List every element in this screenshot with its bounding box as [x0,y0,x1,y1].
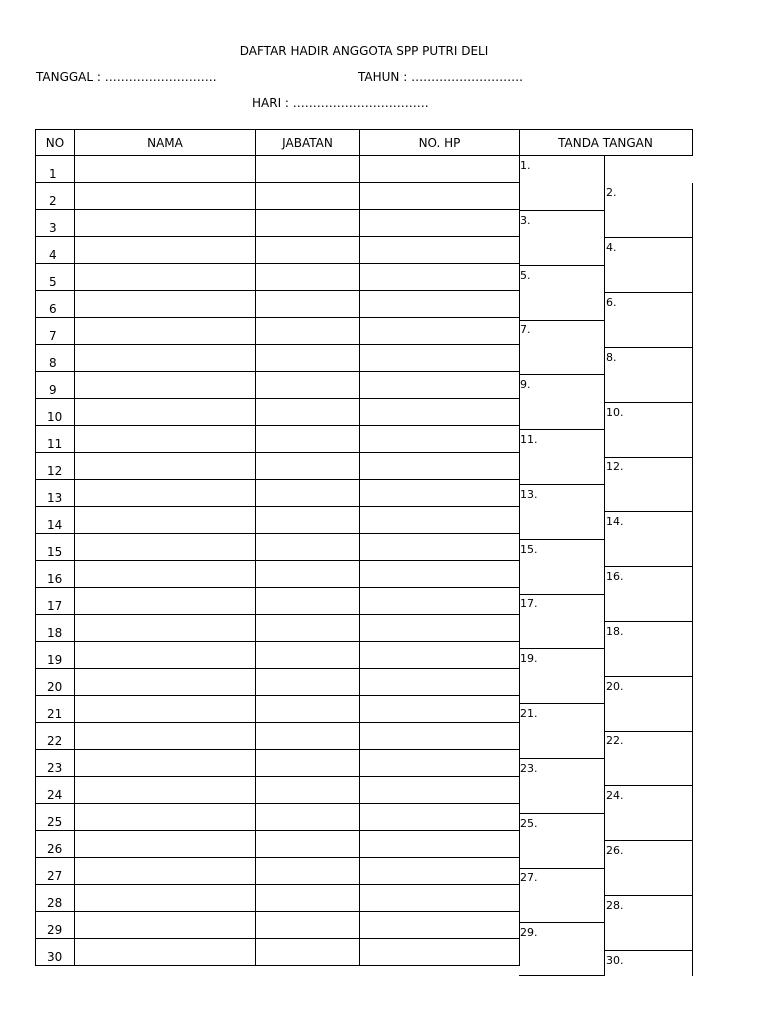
attendance-table [35,129,520,966]
row-number: 27 [36,858,75,885]
table-row [36,750,520,777]
signature-label: 5. [520,269,531,282]
signature-column [519,129,693,976]
row-number: 16 [36,561,75,588]
signature-label: 26. [606,844,624,857]
nama-cell[interactable] [75,507,256,534]
nama-cell[interactable] [75,318,256,345]
row-number: 9 [36,372,75,399]
table-row [36,318,520,345]
jabatan-cell[interactable] [256,858,360,885]
signature-cell[interactable] [519,211,605,266]
jabatan-cell[interactable] [256,345,360,372]
signature-cell[interactable] [605,622,693,677]
signature-label: 25. [520,817,538,830]
row-number: 28 [36,885,75,912]
nama-cell[interactable] [75,453,256,480]
signature-cell[interactable] [605,403,693,458]
table-row [36,264,520,291]
jabatan-cell[interactable] [256,237,360,264]
row-number: 13 [36,480,75,507]
signature-cell[interactable] [519,266,605,321]
row-number: 14 [36,507,75,534]
no-hp-cell[interactable] [360,885,520,912]
no-hp-cell[interactable] [360,372,520,399]
signature-label: 27. [520,871,538,884]
table-row [36,939,520,966]
nama-cell[interactable] [75,480,256,507]
table-row [36,345,520,372]
table-row [36,183,520,210]
nama-cell[interactable] [75,615,256,642]
row-number: 21 [36,696,75,723]
nama-cell[interactable] [75,696,256,723]
signature-cell[interactable] [519,923,605,976]
no-hp-cell[interactable] [360,588,520,615]
no-hp-cell[interactable] [360,534,520,561]
signature-cell[interactable] [605,567,693,622]
nama-cell[interactable] [75,750,256,777]
jabatan-cell[interactable] [256,399,360,426]
signature-label: 29. [520,926,538,939]
jabatan-cell[interactable] [256,453,360,480]
table-row [36,723,520,750]
jabatan-cell[interactable] [256,507,360,534]
row-number: 5 [36,264,75,291]
nama-cell[interactable] [75,183,256,210]
signature-cell[interactable] [605,512,693,567]
signature-label: 3. [520,214,531,227]
row-number: 18 [36,615,75,642]
table-row [36,615,520,642]
column-header-no: NO [36,130,75,156]
jabatan-cell[interactable] [256,426,360,453]
signature-label: 15. [520,543,538,556]
signature-label: 17. [520,597,538,610]
row-number: 2 [36,183,75,210]
nama-cell[interactable] [75,561,256,588]
no-hp-cell[interactable] [360,777,520,804]
no-hp-cell[interactable] [360,750,520,777]
jabatan-cell[interactable] [256,588,360,615]
table-row [36,831,520,858]
table-row [36,669,520,696]
no-hp-cell[interactable] [360,831,520,858]
jabatan-cell[interactable] [256,669,360,696]
no-hp-cell[interactable] [360,561,520,588]
signature-cell[interactable] [605,896,693,951]
row-number: 1 [36,156,75,183]
jabatan-cell[interactable] [256,804,360,831]
signature-label: 13. [520,488,538,501]
signature-cell[interactable] [605,731,693,786]
table-row [36,507,520,534]
row-number: 6 [36,291,75,318]
row-number: 20 [36,669,75,696]
nama-cell[interactable] [75,723,256,750]
nama-cell[interactable] [75,291,256,318]
table-row [36,291,520,318]
nama-cell[interactable] [75,669,256,696]
nama-cell[interactable] [75,156,256,183]
table-row [36,372,520,399]
jabatan-cell[interactable] [256,156,360,183]
row-number: 30 [36,939,75,966]
row-number: 23 [36,750,75,777]
nama-cell[interactable] [75,426,256,453]
signature-cell[interactable] [605,841,693,896]
row-number: 25 [36,804,75,831]
no-hp-cell[interactable] [360,615,520,642]
jabatan-cell[interactable] [256,561,360,588]
signature-label: 1. [520,159,531,172]
jabatan-cell[interactable] [256,939,360,966]
table-row [36,777,520,804]
row-number: 17 [36,588,75,615]
no-hp-cell[interactable] [360,507,520,534]
no-hp-cell[interactable] [360,696,520,723]
table-row [36,885,520,912]
signature-cell[interactable] [605,183,693,238]
no-hp-cell[interactable] [360,939,520,966]
table-row [36,912,520,939]
no-hp-cell[interactable] [360,264,520,291]
signature-cell[interactable] [605,677,693,732]
signature-label: 8. [606,351,617,364]
no-hp-cell[interactable] [360,912,520,939]
row-number: 10 [36,399,75,426]
row-number: 15 [36,534,75,561]
signature-label: 6. [606,296,617,309]
nama-cell[interactable] [75,264,256,291]
signature-label: 28. [606,899,624,912]
column-header-tanda-tangan: TANDA TANGAN [519,129,693,156]
nama-cell[interactable] [75,804,256,831]
no-hp-cell[interactable] [360,669,520,696]
table-row [36,210,520,237]
signature-cell[interactable] [519,649,605,704]
no-hp-cell[interactable] [360,210,520,237]
signature-label: 16. [606,570,624,583]
jabatan-cell[interactable] [256,912,360,939]
row-number: 24 [36,777,75,804]
no-hp-cell[interactable] [360,804,520,831]
signature-label: 10. [606,406,624,419]
nama-cell[interactable] [75,777,256,804]
no-hp-cell[interactable] [360,453,520,480]
signature-cell[interactable] [519,759,605,814]
nama-cell[interactable] [75,534,256,561]
no-hp-cell[interactable] [360,858,520,885]
row-number: 8 [36,345,75,372]
signature-cell[interactable] [519,320,605,375]
signature-label: 21. [520,707,538,720]
no-hp-cell[interactable] [360,345,520,372]
row-number: 11 [36,426,75,453]
table-row [36,480,520,507]
nama-cell[interactable] [75,912,256,939]
jabatan-cell[interactable] [256,777,360,804]
no-hp-cell[interactable] [360,318,520,345]
no-hp-cell[interactable] [360,723,520,750]
table-row [36,534,520,561]
signature-label: 30. [606,954,624,967]
signature-cell[interactable] [519,430,605,485]
table-header-row [36,130,520,156]
signature-cell[interactable] [605,786,693,841]
row-number: 7 [36,318,75,345]
jabatan-cell[interactable] [256,615,360,642]
no-hp-cell[interactable] [360,480,520,507]
jabatan-cell[interactable] [256,318,360,345]
signature-cell[interactable] [519,485,605,540]
no-hp-cell[interactable] [360,642,520,669]
jabatan-cell[interactable] [256,480,360,507]
signature-cell[interactable] [519,156,605,211]
signature-cell[interactable] [519,814,605,869]
table-row [36,588,520,615]
jabatan-cell[interactable] [256,183,360,210]
row-number: 12 [36,453,75,480]
jabatan-cell[interactable] [256,534,360,561]
signature-cell[interactable] [605,238,693,293]
signature-cell[interactable] [519,704,605,759]
signature-cell[interactable] [605,348,693,403]
table-row [36,426,520,453]
jabatan-cell[interactable] [256,750,360,777]
nama-cell[interactable] [75,885,256,912]
signature-label: 11. [520,433,538,446]
signature-cell[interactable] [605,951,693,976]
row-number: 29 [36,912,75,939]
signature-label: 2. [606,186,617,199]
nama-cell[interactable] [75,642,256,669]
row-number: 26 [36,831,75,858]
jabatan-cell[interactable] [256,885,360,912]
nama-cell[interactable] [75,939,256,966]
table-row [36,804,520,831]
signature-cell[interactable] [519,868,605,923]
signature-cell[interactable] [519,594,605,649]
jabatan-cell[interactable] [256,291,360,318]
column-header-nama: NAMA [75,130,256,156]
day-field: HARI : ……………………………. [252,96,429,110]
nama-cell[interactable] [75,858,256,885]
nama-cell[interactable] [75,237,256,264]
signature-cell[interactable] [605,293,693,348]
no-hp-cell[interactable] [360,426,520,453]
nama-cell[interactable] [75,831,256,858]
nama-cell[interactable] [75,372,256,399]
nama-cell[interactable] [75,399,256,426]
jabatan-cell[interactable] [256,642,360,669]
table-row [36,858,520,885]
row-number: 22 [36,723,75,750]
no-hp-cell[interactable] [360,156,520,183]
nama-cell[interactable] [75,588,256,615]
table-row [36,696,520,723]
signature-label: 14. [606,515,624,528]
nama-cell[interactable] [75,210,256,237]
no-hp-cell[interactable] [360,399,520,426]
nama-cell[interactable] [75,345,256,372]
no-hp-cell[interactable] [360,291,520,318]
signature-label: 9. [520,378,531,391]
signature-label: 19. [520,652,538,665]
column-header-no-hp: NO. HP [360,130,520,156]
jabatan-cell[interactable] [256,723,360,750]
row-number: 19 [36,642,75,669]
signature-label: 12. [606,460,624,473]
row-number: 3 [36,210,75,237]
table-row [36,642,520,669]
signature-label: 22. [606,734,624,747]
year-field: TAHUN : ………………………. [358,70,523,84]
jabatan-cell[interactable] [256,372,360,399]
row-number: 4 [36,237,75,264]
jabatan-cell[interactable] [256,831,360,858]
table-row [36,156,520,183]
table-row [36,561,520,588]
table-row [36,453,520,480]
signature-label: 24. [606,789,624,802]
signature-label: 23. [520,762,538,775]
column-header-jabatan: JABATAN [256,130,360,156]
jabatan-cell[interactable] [256,696,360,723]
no-hp-cell[interactable] [360,183,520,210]
signature-cell[interactable] [519,375,605,430]
page-title: DAFTAR HADIR ANGGOTA SPP PUTRI DELI [239,44,489,58]
table-row [36,399,520,426]
jabatan-cell[interactable] [256,264,360,291]
signature-label: 4. [606,241,617,254]
signature-cell[interactable] [605,457,693,512]
signature-cell[interactable] [519,540,605,595]
date-field: TANGGAL : ………………………. [36,70,217,84]
signature-label: 7. [520,323,531,336]
no-hp-cell[interactable] [360,237,520,264]
signature-label: 18. [606,625,624,638]
signature-label: 20. [606,680,624,693]
table-row [36,237,520,264]
jabatan-cell[interactable] [256,210,360,237]
